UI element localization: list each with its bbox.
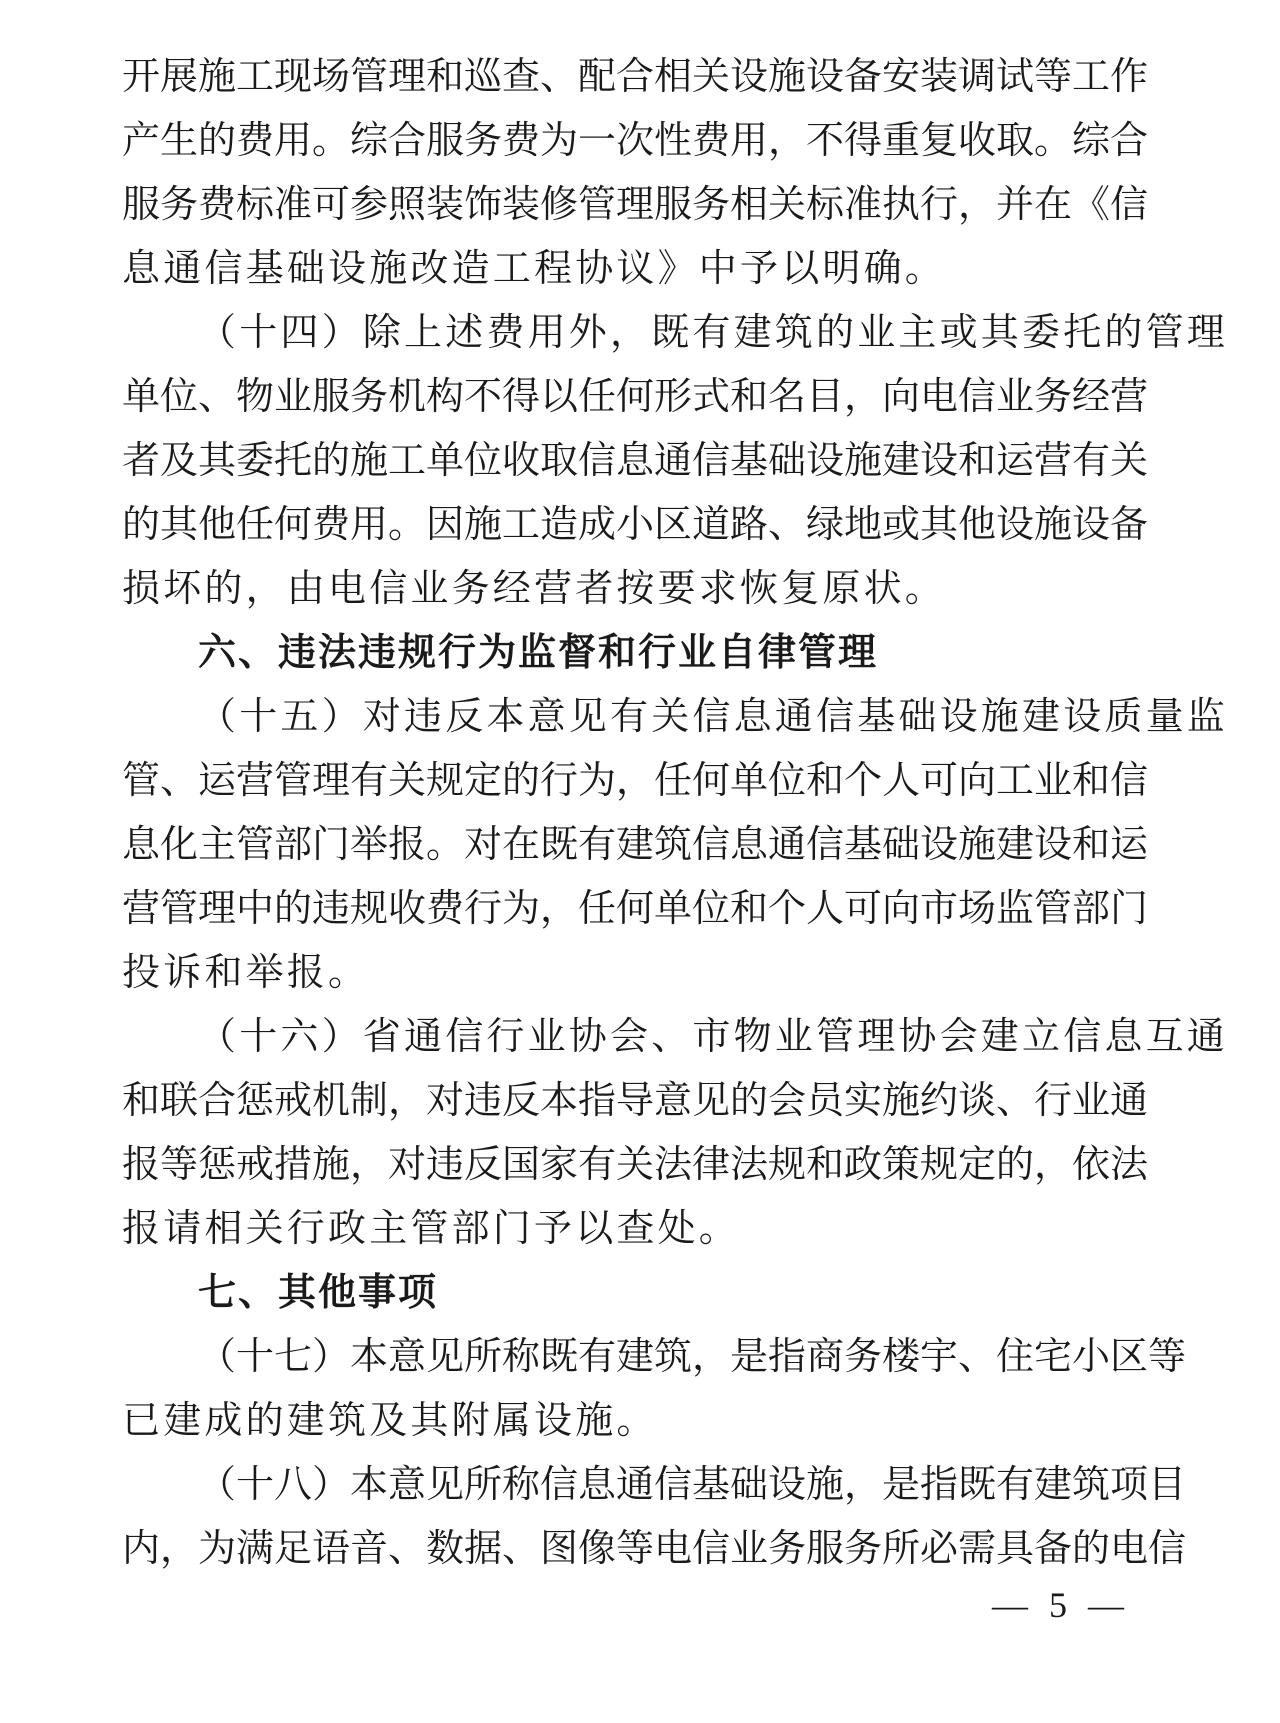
text-line: 者及其委托的施工单位收取信息通信基础设施建设和运营有关 (122, 438, 1149, 482)
section-heading: 七、其他事项 (198, 1270, 439, 1314)
text-line: 损坏的，由电信业务经营者按要求恢复原状。 (122, 566, 947, 610)
text-line: 产生的费用。综合服务费为一次性费用，不得重复收取。综合 (122, 118, 1149, 162)
text-line: 内，为满足语音、数据、图像等电信业务服务所必需具备的电信 (122, 1526, 1187, 1570)
text-line: 报等惩戒措施，对违反国家有关法律法规和政策规定的，依法 (122, 1142, 1149, 1186)
text-line: 营管理中的违规收费行为，任何单位和个人可向市场监管部门 (122, 886, 1149, 930)
text-line: 服务费标准可参照装饰装修管理服务相关标准执行，并在《信 (122, 182, 1149, 226)
text-line: 报请相关行政主管部门予以查处。 (122, 1206, 741, 1250)
text-line: 和联合惩戒机制，对违反本指导意见的会员实施约谈、行业通 (122, 1078, 1149, 1122)
section-heading: 六、违法违规行为监督和行业自律管理 (198, 630, 879, 674)
text-line: 管、运营管理有关规定的行为，任何单位和个人可向工业和信 (122, 758, 1149, 802)
text-line: 单位、物业服务机构不得以任何形式和名目，向电信业务经营 (122, 374, 1149, 418)
text-line: 开展施工现场管理和巡查、配合相关设施设备安装调试等工作 (122, 54, 1149, 98)
page-number: — 5 — (992, 1585, 1130, 1625)
text-line: （十五）对违反本意见有关信息通信基础设施建设质量监 (198, 694, 1229, 738)
text-line: 息通信基础设施改造工程协议》中予以明确。 (122, 246, 947, 290)
text-line: 的其他任何费用。因施工造成小区道路、绿地或其他设施设备 (122, 502, 1149, 546)
text-line: 投诉和举报。 (122, 950, 370, 994)
text-line: （十七）本意见所称既有建筑，是指商务楼宇、住宅小区等 (198, 1334, 1187, 1378)
text-line: （十六）省通信行业协会、市物业管理协会建立信息互通 (198, 1014, 1229, 1058)
text-line: （十八）本意见所称信息通信基础设施，是指既有建筑项目 (198, 1462, 1187, 1506)
text-line: 息化主管部门举报。对在既有建筑信息通信基础设施建设和运 (122, 822, 1149, 866)
text-line: （十四）除上述费用外，既有建筑的业主或其委托的管理 (198, 310, 1229, 354)
document-body (122, 44, 1229, 1580)
text-line: 已建成的建筑及其附属设施。 (122, 1398, 658, 1442)
